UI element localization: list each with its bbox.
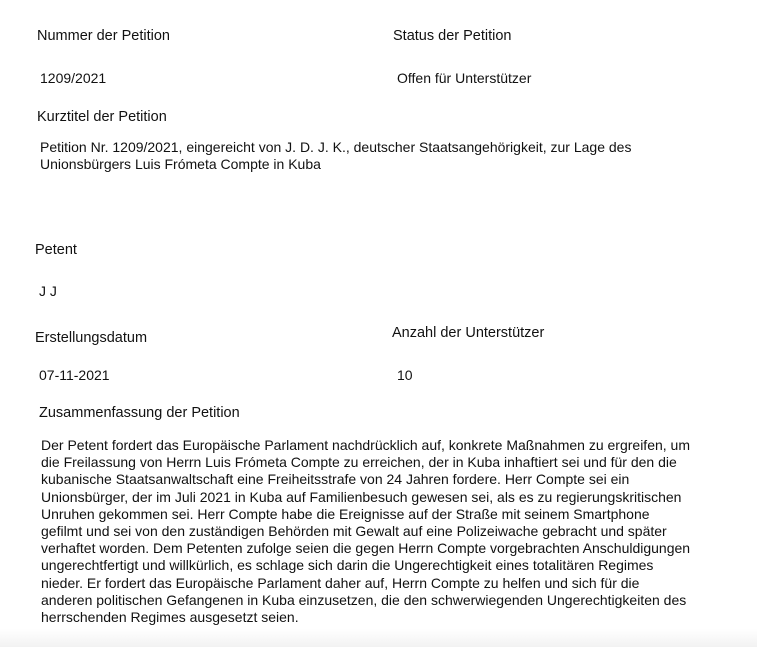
petition-status-value: Offen für Unterstützer [397,70,532,86]
summary-line: gefilmt und sei von den zuständigen Behörden mit Gewalt auf eine Polizeiwache gebracht und später [41,523,667,540]
summary-label: Zusammenfassung der Petition [39,405,240,421]
summary-line: Unionsbürger, der im Juli 2021 in Kuba auf Familienbesuch gewesen sei, als es zu regierungskritischen [41,488,682,505]
summary-line: nieder. Er fordert das Europäische Parlament daher auf, Herrn Compte zu helfen und sich für die [41,574,640,591]
supporters-label: Anzahl der Unterstützer [392,325,545,341]
creation-date-label: Erstellungsdatum [35,330,148,346]
bottom-divider [0,629,757,647]
petition-number-label: Nummer der Petition [37,28,170,44]
summary-line: anderen politischen Gefangenen in Kuba einzusetzen, die den schwerwiegenden Ungerechtigkeiten des [41,591,687,608]
summary-line: herrschenden Regimes ausgesetzt seien. [41,609,299,626]
petition-status-label: Status der Petition [393,28,512,44]
petition-number-value: 1209/2021 [40,70,107,86]
summary-line: verhaftet worden. Dem Petenten zufolge seien die gegen Herrn Compte vorgebrachten Anschuldigungen [41,540,691,557]
summary-line: ungerechtfertigt und willkürlich, es schlage sich darin die Ungerechtigkeit eines totalitären Regimes [41,557,654,574]
summary-line: die Freilassung von Herrn Luis Frómeta Compte zu erreichen, der in Kuba inhaftiert sei und für den die [41,454,677,471]
supporters-value: 10 [397,367,413,383]
summary-text [41,437,741,626]
summary-line: kubanische Staatsanwaltschaft eine Freiheitsstrafe von 24 Jahren fordere. Herr Compte sei ein [41,471,630,488]
summary-line: Unruhen gekommen sei. Herr Compte habe die Ereignisse auf der Straße mit seinem Smartphone [41,505,650,522]
summary-line: Der Petent fordert das Europäische Parlament nachdrücklich auf, konkrete Maßnahmen zu ergreifen, um [41,437,690,453]
petitioner-value: J J [39,283,57,299]
creation-date-value: 07-11-2021 [39,367,110,383]
short-title-label: Kurztitel der Petition [37,109,167,125]
short-title-line-1: Petition Nr. 1209/2021, eingereicht von J. D. J. K., deutscher Staatsangehörigkeit, zur Lage des [40,139,632,155]
petitioner-label: Petent [35,242,77,258]
short-title-line-2: Unionsbürgers Luis Frómeta Compte in Kuba [40,156,321,172]
